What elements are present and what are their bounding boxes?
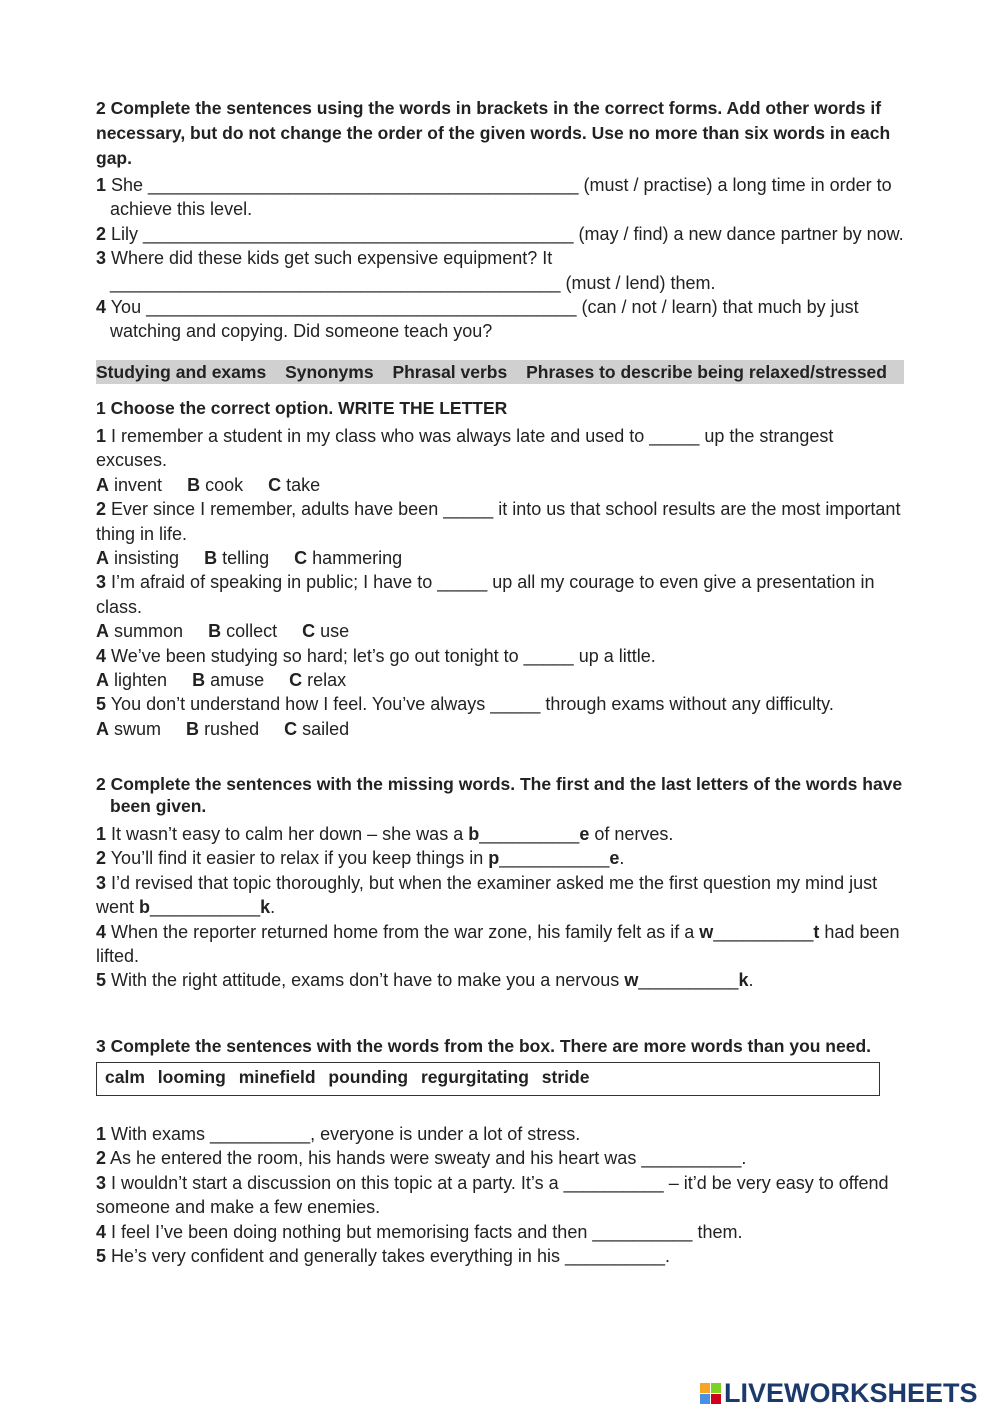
modal-verbs-section (96, 96, 904, 344)
box-word: minefield (238, 1067, 316, 1087)
question: 1 I remember a student in my class who was always late and used to _____ up the strangest excuses. (96, 426, 834, 471)
box-word: calm (105, 1067, 145, 1087)
sentence: 1 It wasn’t easy to calm her down – she was a b__________e of nerves. (96, 824, 674, 844)
list-item: 2 Lily ___________________________________________ (may / find) a new dance partner by now. (96, 223, 904, 244)
question: 5 You don’t understand how I feel. You’ve always _____ through exams without any difficulty. (96, 694, 834, 715)
list-item: 1 She ___________________________________________ (must / practise) a long time in order to achieve this level. (96, 175, 892, 220)
sentence: 4 When the reporter returned home from the war zone, his family felt as if a w__________t had been lifted. (96, 921, 900, 967)
sentence: 2 As he entered the room, his hands were sweaty and his heart was __________. (96, 1148, 747, 1169)
missing-words-section (96, 773, 904, 993)
answer-gap[interactable]: __________ (638, 970, 739, 991)
choose-option-section (96, 396, 904, 741)
option-c[interactable]: C use (302, 621, 350, 642)
answer-gap[interactable]: ___________ (150, 897, 261, 918)
option-a[interactable]: A insisting (96, 548, 180, 569)
option-c[interactable]: C relax (289, 670, 347, 691)
box-word: stride (541, 1067, 590, 1087)
word-box-sentences (96, 1122, 904, 1268)
topic-synonyms: Synonyms (285, 362, 374, 382)
answer-gap[interactable]: ___________ (499, 848, 610, 869)
option-a[interactable]: A invent (96, 474, 163, 495)
box-word: pounding (328, 1067, 409, 1087)
option-b[interactable]: B amuse (192, 670, 265, 691)
sentence: 1 With exams __________, everyone is under a lot of stress. (96, 1124, 581, 1144)
options-row (96, 668, 904, 692)
part1-heading: 2 Complete the sentences using the words in brackets in the correct forms. Add other words if necessary, but do not change the order of the given words. Use no more than six words in each gap. (96, 98, 891, 168)
question: 2 Ever since I remember, adults have been _____ it into us that school results are the most important thing in life. (96, 499, 901, 544)
option-c[interactable]: C take (268, 474, 321, 495)
options-row (96, 473, 904, 497)
topic-band (96, 360, 904, 384)
option-b[interactable]: B rushed (186, 718, 260, 739)
topic-phrasal-verbs: Phrasal verbs (392, 362, 508, 382)
options-row (96, 619, 904, 643)
question: 4 We’ve been studying so hard; let’s go out tonight to _____ up a little. (96, 645, 656, 666)
option-a[interactable]: A lighten (96, 670, 168, 691)
list-item: 3 Where did these kids get such expensive equipment? It _____________________________________________ (must / lend) them. (96, 248, 716, 293)
option-c[interactable]: C sailed (284, 718, 350, 739)
option-c[interactable]: C hammering (294, 548, 403, 569)
answer-gap[interactable]: __________ (479, 824, 580, 844)
option-a[interactable]: A summon (96, 621, 184, 642)
logo-text: LIVEWORKSHEETS (724, 1378, 978, 1408)
ex2-heading: 2 Complete the sentences with the missing words. The first and the last letters of the words have been given. (96, 774, 903, 816)
option-a[interactable]: A swum (96, 718, 162, 739)
logo-mark-icon (700, 1383, 721, 1404)
list-item: 4 You ___________________________________________ (can / not / learn) that much by just watching and copying. Did someone teach you? (96, 297, 859, 342)
word-box-section (96, 1034, 904, 1059)
topic-phrases: Phrases to describe being relaxed/stressed (526, 362, 887, 382)
sentence: 5 With the right attitude, exams don’t have to make you a nervous w__________k. (96, 970, 754, 991)
sentence: 3 I wouldn’t start a discussion on this topic at a party. It’s a __________ – it’d be very easy to offend someone and make a few enemies. (96, 1172, 889, 1218)
liveworksheets-logo (700, 1378, 978, 1408)
options-row (96, 546, 904, 570)
box-word: looming (157, 1067, 226, 1087)
sentence: 2 You’ll find it easier to relax if you keep things in p___________e. (96, 848, 625, 869)
sentence: 4 I feel I’ve been doing nothing but memorising facts and then __________ them. (96, 1221, 743, 1242)
sentence: 5 He’s very confident and generally takes everything in his __________. (96, 1246, 671, 1267)
box-word: regurgitating (420, 1067, 529, 1087)
topic-studying: Studying and exams (96, 362, 267, 382)
ex1-heading: 1 Choose the correct option. WRITE THE LETTER (96, 398, 508, 418)
option-b[interactable]: B telling (204, 548, 270, 569)
answer-gap[interactable]: __________ (713, 921, 814, 942)
question: 3 I’m afraid of speaking in public; I have to _____ up all my courage to even give a presentation in class. (96, 572, 875, 617)
option-b[interactable]: B cook (187, 474, 244, 495)
options-row (96, 717, 904, 741)
word-box (96, 1062, 880, 1096)
option-b[interactable]: B collect (208, 621, 278, 642)
ex3-heading: 3 Complete the sentences with the words from the box. There are more words than you need. (96, 1036, 872, 1056)
sentence: 3 I’d revised that topic thoroughly, but when the examiner asked me the first question my mind just went b___________k. (96, 872, 878, 918)
